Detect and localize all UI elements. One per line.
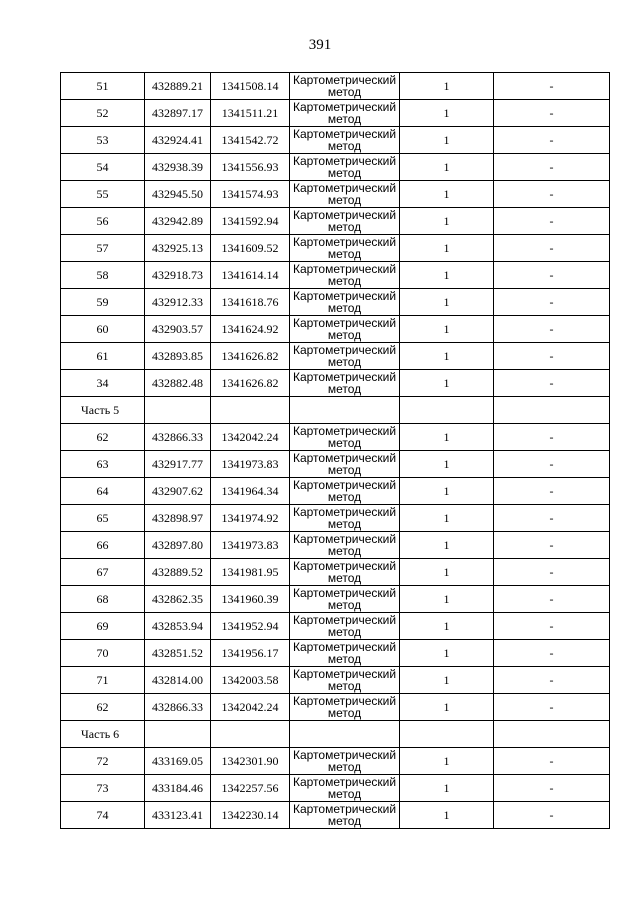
point-number: 57 <box>61 235 145 262</box>
method-cell <box>290 73 400 100</box>
method-line-2: метод <box>327 625 362 639</box>
empty-cell <box>145 397 211 424</box>
table-row <box>61 154 610 181</box>
method-line-1: Картометрический <box>292 775 397 789</box>
method-cell <box>290 667 400 694</box>
method-line-1: Картометрический <box>292 505 397 519</box>
method-line-2: метод <box>327 382 362 396</box>
description-cell: - <box>494 532 610 559</box>
point-number: 53 <box>61 127 145 154</box>
table-row <box>61 532 610 559</box>
coordinates-table-body <box>61 73 610 829</box>
coordinate-y: 1341626.82 <box>211 343 290 370</box>
empty-cell <box>290 721 400 748</box>
method-line-1: Картометрический <box>292 586 397 600</box>
coordinate-y: 1341960.39 <box>211 586 290 613</box>
accuracy-value: 1 <box>400 100 494 127</box>
method-line-2: метод <box>327 571 362 585</box>
table-row <box>61 640 610 667</box>
coordinate-x: 432893.85 <box>145 343 211 370</box>
method-line-1: Картометрический <box>292 262 397 276</box>
page-number: 391 <box>308 37 332 53</box>
coordinate-x: 432882.48 <box>145 370 211 397</box>
accuracy-value: 1 <box>400 694 494 721</box>
description-cell: - <box>494 343 610 370</box>
description-cell: - <box>494 802 610 829</box>
part-label: Часть 6 <box>61 721 145 748</box>
method-line-1: Картометрический <box>292 748 397 762</box>
method-cell <box>290 694 400 721</box>
description-cell: - <box>494 181 610 208</box>
point-number: 54 <box>61 154 145 181</box>
coordinate-y: 1341973.83 <box>211 532 290 559</box>
coordinate-x: 432897.17 <box>145 100 211 127</box>
coordinate-y: 1341511.21 <box>211 100 290 127</box>
method-cell <box>290 775 400 802</box>
empty-cell <box>145 721 211 748</box>
description-cell: - <box>494 775 610 802</box>
description-cell: - <box>494 316 610 343</box>
coordinate-y: 1342042.24 <box>211 694 290 721</box>
method-line-2: метод <box>327 544 362 558</box>
coordinate-y: 1341626.82 <box>211 370 290 397</box>
point-number: 58 <box>61 262 145 289</box>
table-row <box>61 235 610 262</box>
accuracy-value: 1 <box>400 775 494 802</box>
method-line-1: Картометрический <box>292 694 397 708</box>
method-line-1: Картометрический <box>292 532 397 546</box>
accuracy-value: 1 <box>400 532 494 559</box>
method-cell <box>290 208 400 235</box>
point-number: 34 <box>61 370 145 397</box>
point-number: 74 <box>61 802 145 829</box>
table-row <box>61 559 610 586</box>
coordinate-x: 432907.62 <box>145 478 211 505</box>
method-line-1: Картометрический <box>292 478 397 492</box>
table-row <box>61 262 610 289</box>
method-line-2: метод <box>327 112 362 126</box>
method-line-1: Картометрический <box>292 208 397 222</box>
method-line-2: метод <box>327 760 362 774</box>
accuracy-value: 1 <box>400 748 494 775</box>
coordinate-x: 432942.89 <box>145 208 211 235</box>
table-row <box>61 748 610 775</box>
table-row <box>61 775 610 802</box>
coordinate-y: 1341609.52 <box>211 235 290 262</box>
coordinate-x: 432898.97 <box>145 505 211 532</box>
table-row <box>61 127 610 154</box>
coordinate-y: 1341556.93 <box>211 154 290 181</box>
method-line-1: Картометрический <box>292 559 397 573</box>
point-number: 67 <box>61 559 145 586</box>
method-line-1: Картометрический <box>292 235 397 249</box>
method-cell <box>290 451 400 478</box>
method-line-2: метод <box>327 679 362 693</box>
part-header-row <box>61 721 610 748</box>
method-cell <box>290 343 400 370</box>
method-line-2: метод <box>327 85 362 99</box>
point-number: 62 <box>61 694 145 721</box>
accuracy-value: 1 <box>400 181 494 208</box>
coordinate-y: 1341592.94 <box>211 208 290 235</box>
table-row <box>61 586 610 613</box>
table-row <box>61 73 610 100</box>
table-row <box>61 424 610 451</box>
coordinate-y: 1341618.76 <box>211 289 290 316</box>
point-number: 66 <box>61 532 145 559</box>
accuracy-value: 1 <box>400 451 494 478</box>
coordinate-y: 1342003.58 <box>211 667 290 694</box>
coordinate-x: 432924.41 <box>145 127 211 154</box>
method-cell <box>290 640 400 667</box>
description-cell: - <box>494 262 610 289</box>
point-number: 60 <box>61 316 145 343</box>
table-row <box>61 613 610 640</box>
method-line-1: Картометрический <box>292 343 397 357</box>
method-cell <box>290 424 400 451</box>
empty-cell <box>211 397 290 424</box>
table-row <box>61 478 610 505</box>
point-number: 59 <box>61 289 145 316</box>
table-row <box>61 451 610 478</box>
method-line-2: метод <box>327 598 362 612</box>
method-cell <box>290 181 400 208</box>
coordinate-y: 1342257.56 <box>211 775 290 802</box>
accuracy-value: 1 <box>400 559 494 586</box>
empty-cell <box>400 397 494 424</box>
method-line-1: Картометрический <box>292 451 397 465</box>
method-line-1: Картометрический <box>292 316 397 330</box>
method-line-1: Картометрический <box>292 613 397 627</box>
coordinate-y: 1341956.17 <box>211 640 290 667</box>
coordinate-x: 433123.41 <box>145 802 211 829</box>
accuracy-value: 1 <box>400 802 494 829</box>
table-row <box>61 289 610 316</box>
coordinate-y: 1341964.34 <box>211 478 290 505</box>
accuracy-value: 1 <box>400 316 494 343</box>
description-cell: - <box>494 748 610 775</box>
coordinate-y: 1342230.14 <box>211 802 290 829</box>
method-line-1: Картометрический <box>292 640 397 654</box>
coordinate-y: 1341952.94 <box>211 613 290 640</box>
method-cell <box>290 316 400 343</box>
method-line-2: метод <box>327 355 362 369</box>
coordinate-x: 432853.94 <box>145 613 211 640</box>
table-row <box>61 802 610 829</box>
method-line-1: Картометрический <box>292 100 397 114</box>
description-cell: - <box>494 667 610 694</box>
accuracy-value: 1 <box>400 505 494 532</box>
description-cell: - <box>494 613 610 640</box>
coordinate-x: 432938.39 <box>145 154 211 181</box>
description-cell: - <box>494 235 610 262</box>
description-cell: - <box>494 505 610 532</box>
coordinate-x: 432851.52 <box>145 640 211 667</box>
coordinate-y: 1341508.14 <box>211 73 290 100</box>
point-number: 51 <box>61 73 145 100</box>
method-cell <box>290 262 400 289</box>
coordinate-x: 432889.52 <box>145 559 211 586</box>
method-cell <box>290 100 400 127</box>
coordinate-x: 432945.50 <box>145 181 211 208</box>
accuracy-value: 1 <box>400 262 494 289</box>
accuracy-value: 1 <box>400 73 494 100</box>
method-line-2: метод <box>327 517 362 531</box>
method-line-1: Картометрический <box>292 424 397 438</box>
description-cell: - <box>494 100 610 127</box>
accuracy-value: 1 <box>400 343 494 370</box>
coordinate-y: 1341614.14 <box>211 262 290 289</box>
point-number: 61 <box>61 343 145 370</box>
table-row <box>61 208 610 235</box>
table-row <box>61 181 610 208</box>
coordinate-x: 432866.33 <box>145 424 211 451</box>
description-cell: - <box>494 586 610 613</box>
method-line-2: метод <box>327 328 362 342</box>
method-line-2: метод <box>327 787 362 801</box>
method-line-1: Картометрический <box>292 802 397 816</box>
table-row <box>61 694 610 721</box>
accuracy-value: 1 <box>400 154 494 181</box>
accuracy-value: 1 <box>400 424 494 451</box>
coordinate-x: 432917.77 <box>145 451 211 478</box>
table-row <box>61 370 610 397</box>
accuracy-value: 1 <box>400 289 494 316</box>
coordinate-y: 1341974.92 <box>211 505 290 532</box>
coordinate-y: 1341973.83 <box>211 451 290 478</box>
method-line-1: Картометрический <box>292 289 397 303</box>
coordinate-x: 432814.00 <box>145 667 211 694</box>
coordinate-x: 432897.80 <box>145 532 211 559</box>
point-number: 68 <box>61 586 145 613</box>
coordinate-y: 1342301.90 <box>211 748 290 775</box>
accuracy-value: 1 <box>400 640 494 667</box>
method-line-2: метод <box>327 247 362 261</box>
coordinate-y: 1341542.72 <box>211 127 290 154</box>
method-line-1: Картометрический <box>292 73 397 87</box>
method-line-1: Картометрический <box>292 127 397 141</box>
method-cell <box>290 802 400 829</box>
description-cell: - <box>494 127 610 154</box>
coordinate-x: 432912.33 <box>145 289 211 316</box>
coordinate-y: 1342042.24 <box>211 424 290 451</box>
point-number: 56 <box>61 208 145 235</box>
method-cell <box>290 505 400 532</box>
table-row <box>61 343 610 370</box>
point-number: 71 <box>61 667 145 694</box>
point-number: 52 <box>61 100 145 127</box>
description-cell: - <box>494 154 610 181</box>
description-cell: - <box>494 73 610 100</box>
description-cell: - <box>494 640 610 667</box>
method-line-2: метод <box>327 220 362 234</box>
point-number: 62 <box>61 424 145 451</box>
table-row <box>61 316 610 343</box>
point-number: 64 <box>61 478 145 505</box>
method-line-2: метод <box>327 301 362 315</box>
empty-cell <box>494 721 610 748</box>
coordinate-x: 432925.13 <box>145 235 211 262</box>
description-cell: - <box>494 694 610 721</box>
coordinates-table <box>60 72 610 829</box>
description-cell: - <box>494 451 610 478</box>
coordinate-x: 432862.35 <box>145 586 211 613</box>
description-cell: - <box>494 478 610 505</box>
method-line-2: метод <box>327 706 362 720</box>
method-line-2: метод <box>327 652 362 666</box>
point-number: 70 <box>61 640 145 667</box>
empty-cell <box>211 721 290 748</box>
part-header-row <box>61 397 610 424</box>
point-number: 63 <box>61 451 145 478</box>
method-cell <box>290 370 400 397</box>
method-cell <box>290 748 400 775</box>
method-line-2: метод <box>327 436 362 450</box>
point-number: 69 <box>61 613 145 640</box>
coordinate-x: 432889.21 <box>145 73 211 100</box>
coordinate-y: 1341574.93 <box>211 181 290 208</box>
method-line-1: Картометрический <box>292 181 397 195</box>
point-number: 72 <box>61 748 145 775</box>
method-line-1: Картометрический <box>292 370 397 384</box>
method-line-1: Картометрический <box>292 667 397 681</box>
method-line-2: метод <box>327 463 362 477</box>
accuracy-value: 1 <box>400 613 494 640</box>
method-line-2: метод <box>327 193 362 207</box>
method-cell <box>290 559 400 586</box>
description-cell: - <box>494 424 610 451</box>
description-cell: - <box>494 208 610 235</box>
empty-cell <box>494 397 610 424</box>
description-cell: - <box>494 289 610 316</box>
method-line-2: метод <box>327 166 362 180</box>
method-cell <box>290 289 400 316</box>
method-cell <box>290 154 400 181</box>
method-cell <box>290 613 400 640</box>
part-label: Часть 5 <box>61 397 145 424</box>
coordinate-y: 1341981.95 <box>211 559 290 586</box>
method-line-2: метод <box>327 139 362 153</box>
method-cell <box>290 586 400 613</box>
point-number: 65 <box>61 505 145 532</box>
accuracy-value: 1 <box>400 667 494 694</box>
coordinate-x: 432903.57 <box>145 316 211 343</box>
method-line-2: метод <box>327 490 362 504</box>
description-cell: - <box>494 370 610 397</box>
coordinate-x: 432866.33 <box>145 694 211 721</box>
method-cell <box>290 235 400 262</box>
empty-cell <box>400 721 494 748</box>
method-line-1: Картометрический <box>292 154 397 168</box>
method-cell <box>290 127 400 154</box>
accuracy-value: 1 <box>400 127 494 154</box>
table-row <box>61 100 610 127</box>
point-number: 73 <box>61 775 145 802</box>
table-row <box>61 505 610 532</box>
point-number: 55 <box>61 181 145 208</box>
coordinate-x: 433184.46 <box>145 775 211 802</box>
accuracy-value: 1 <box>400 370 494 397</box>
coordinate-x: 433169.05 <box>145 748 211 775</box>
method-line-2: метод <box>327 274 362 288</box>
accuracy-value: 1 <box>400 208 494 235</box>
accuracy-value: 1 <box>400 235 494 262</box>
method-cell <box>290 478 400 505</box>
coordinate-y: 1341624.92 <box>211 316 290 343</box>
accuracy-value: 1 <box>400 478 494 505</box>
table-row <box>61 667 610 694</box>
empty-cell <box>290 397 400 424</box>
method-line-2: метод <box>327 814 362 828</box>
accuracy-value: 1 <box>400 586 494 613</box>
coordinate-x: 432918.73 <box>145 262 211 289</box>
description-cell: - <box>494 559 610 586</box>
method-cell <box>290 532 400 559</box>
